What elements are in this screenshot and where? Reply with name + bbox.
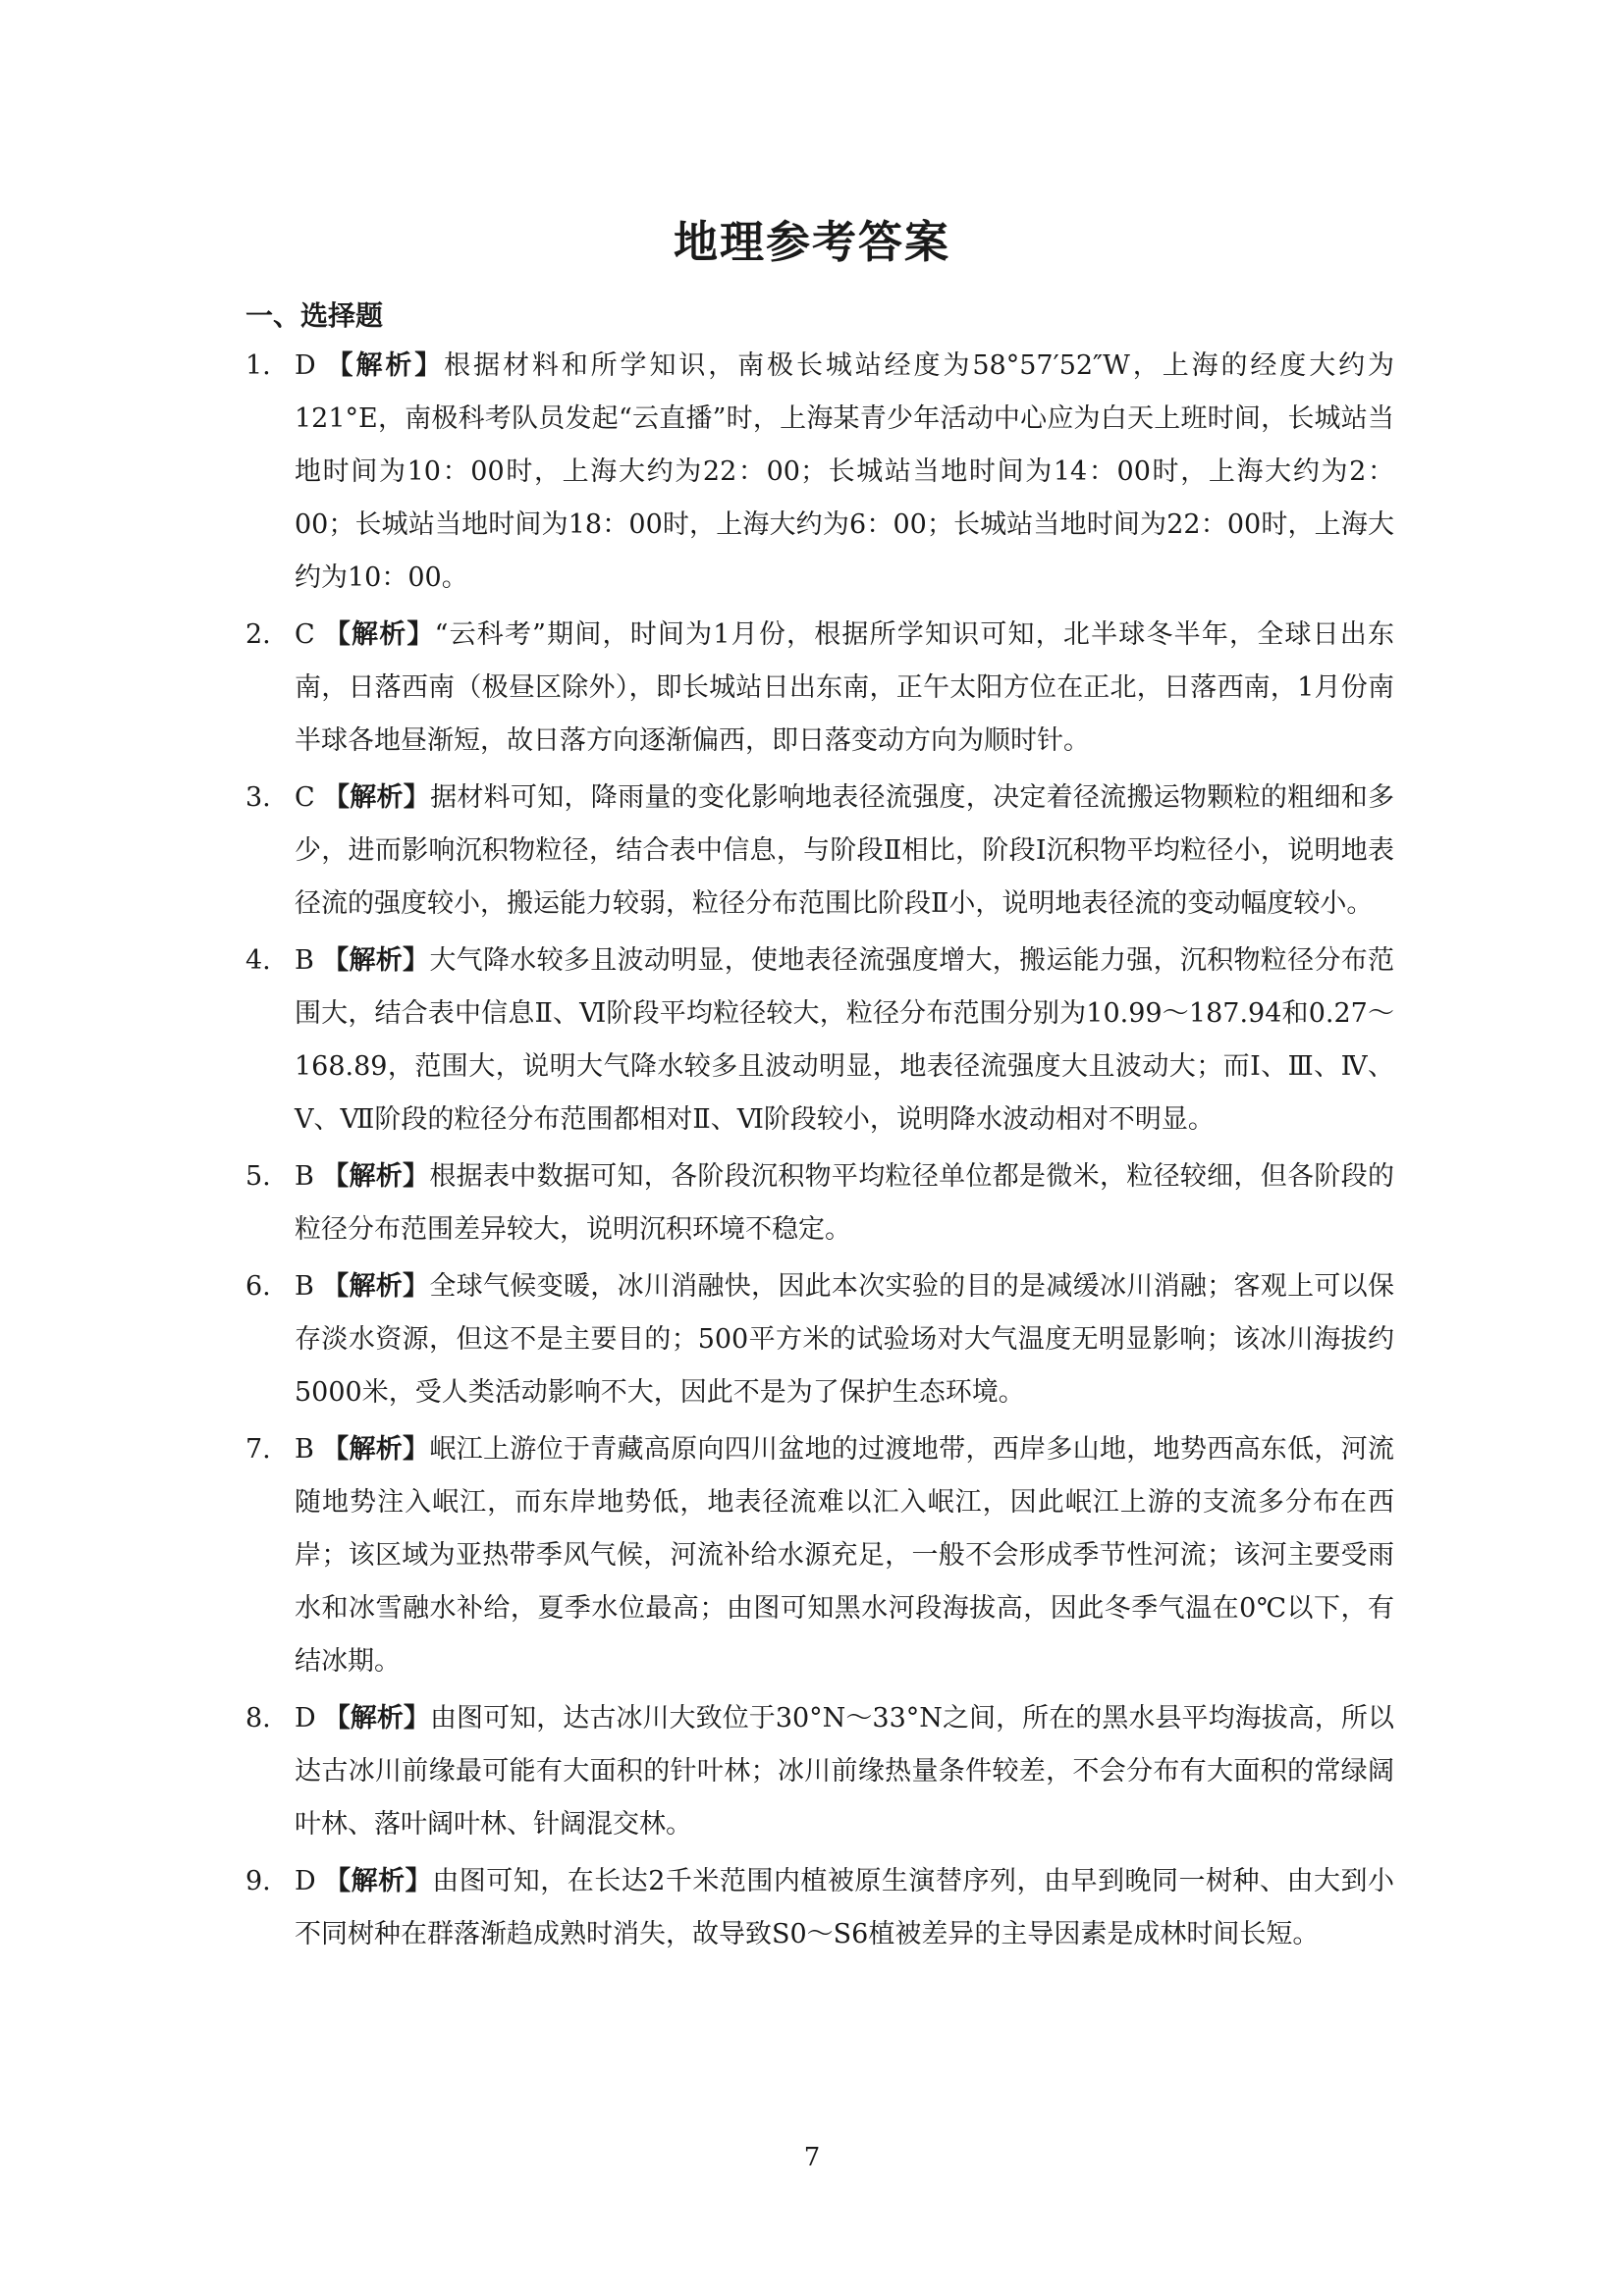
analysis-text: “云科考”期间，时间为1月份，根据所学知识可知，北半球冬半年，全球日出东南，日落西南（极昼区除外），即长城站日出东南，正午太阳方位在正北，日落西南，1月份南半球各地昼渐短，故日落方向逐渐偏西，即日落变动方向为顺时针。 [295, 619, 1394, 756]
analysis-tag: 【解析】 [323, 1866, 433, 1896]
analysis-tag: 【解析】 [322, 782, 431, 813]
question-number: 1. [245, 350, 271, 381]
analysis-text: 根据材料和所学知识，南极长城站经度为58°57′52″W，上海的经度大约为121°E，南极科考队员发起“云直播”时，上海某青少年活动中心应为白天上班时间，长城站当地时间为10：00时，上海大约为22：00；长城站当地时间为14：00时，上海大约为2：00；长城站当地时间为18：00时，上海大约为6：00；长城站当地时间为22：00时，上海大约为10：00。 [295, 350, 1394, 593]
answer-item-6 [245, 1260, 1394, 1419]
answer-choice: D [295, 1866, 316, 1896]
answer-item-8 [245, 1692, 1394, 1851]
question-number: 4. [245, 945, 271, 976]
analysis-text: 由图可知，达古冰川大致位于30°N～33°N之间，所在的黑水县平均海拔高，所以达古冰川前缘最可能有大面积的针叶林；冰川前缘热量条件较差，不会分布有大面积的常绿阔叶林、落叶阔叶林、针阔混交林。 [295, 1703, 1394, 1840]
answer-choice: B [295, 1434, 314, 1465]
analysis-text: 岷江上游位于青藏高原向四川盆地的过渡地带，西岸多山地，地势西高东低，河流随地势注入岷江，而东岸地势低，地表径流难以汇入岷江，因此岷江上游的支流多分布在西岸；该区域为亚热带季风气候，河流补给水源充足，一般不会形成季节性河流；该河主要受雨水和冰雪融水补给，夏季水位最高；由图可知黑水河段海拔高，因此冬季气温在0℃以下，有结冰期。 [295, 1434, 1395, 1677]
analysis-text: 据材料可知，降雨量的变化影响地表径流强度，决定着径流搬运物颗粒的粗细和多少，进而影响沉积物粒径，结合表中信息，与阶段Ⅱ相比，阶段Ⅰ沉积物平均粒径小，说明地表径流的强度较小，搬运能力较弱，粒径分布范围比阶段Ⅱ小，说明地表径流的变动幅度较小。 [295, 782, 1395, 919]
question-number: 2. [245, 619, 271, 650]
answer-choice: B [295, 1161, 314, 1192]
answer-choice: B [295, 945, 314, 976]
question-number: 7. [245, 1434, 271, 1465]
analysis-tag: 【解析】 [323, 1703, 430, 1734]
page-number: 7 [803, 2143, 821, 2172]
analysis-text: 根据表中数据可知，各阶段沉积物平均粒径单位都是微米，粒径较细，但各阶段的粒径分布范围差异较大，说明沉积环境不稳定。 [295, 1161, 1395, 1245]
answer-item-9 [245, 1855, 1394, 1961]
analysis-text: 由图可知，在长达2千米范围内植被原生演替序列，由早到晚同一树种、由大到小不同树种在群落渐趋成熟时消失，故导致S0～S6植被差异的主导因素是成林时间长短。 [295, 1866, 1395, 1949]
answer-item-3 [245, 772, 1394, 931]
answer-choice: B [295, 1271, 314, 1302]
analysis-text: 大气降水较多且波动明显，使地表径流强度增大，搬运能力强，沉积物粒径分布范围大，结合表中信息Ⅱ、Ⅵ阶段平均粒径较大，粒径分布范围分别为10.99～187.94和0.27～168.89，范围大，说明大气降水较多且波动明显，地表径流强度大且波动大；而Ⅰ、Ⅲ、Ⅳ、Ⅴ、Ⅶ阶段的粒径分布范围都相对Ⅱ、Ⅵ阶段较小，说明降水波动相对不明显。 [295, 945, 1395, 1135]
question-number: 5. [245, 1161, 271, 1192]
answer-choice: D [295, 1703, 316, 1734]
answer-item-4 [245, 934, 1394, 1147]
answer-item-2 [245, 609, 1394, 768]
answer-item-1 [245, 340, 1394, 605]
question-number: 6. [245, 1271, 271, 1302]
answer-item-7 [245, 1423, 1394, 1688]
question-number: 9. [245, 1866, 271, 1896]
question-number: 8. [245, 1703, 271, 1734]
analysis-text: 全球气候变暖，冰川消融快，因此本次实验的目的是减缓冰川消融；客观上可以保存淡水资源，但这不是主要目的；500平方米的试验场对大气温度无明显影响；该冰川海拔约5000米，受人类活动影响不大，因此不是为了保护生态环境。 [295, 1271, 1395, 1408]
answer-choice: C [295, 782, 315, 813]
answer-item-5 [245, 1150, 1394, 1256]
answer-choice: C [295, 619, 315, 650]
analysis-tag: 【解析】 [321, 1271, 430, 1302]
answer-list [245, 340, 1394, 1965]
analysis-tag: 【解析】 [321, 1161, 430, 1192]
analysis-tag: 【解析】 [321, 945, 430, 976]
analysis-tag: 【解析】 [322, 619, 435, 650]
answer-choice: D [295, 350, 316, 381]
analysis-tag: 【解析】 [323, 350, 445, 381]
page-title: 地理参考答案 [673, 216, 950, 268]
analysis-tag: 【解析】 [321, 1434, 430, 1465]
section-heading: 一、选择题 [245, 299, 384, 332]
question-number: 3. [245, 782, 271, 813]
